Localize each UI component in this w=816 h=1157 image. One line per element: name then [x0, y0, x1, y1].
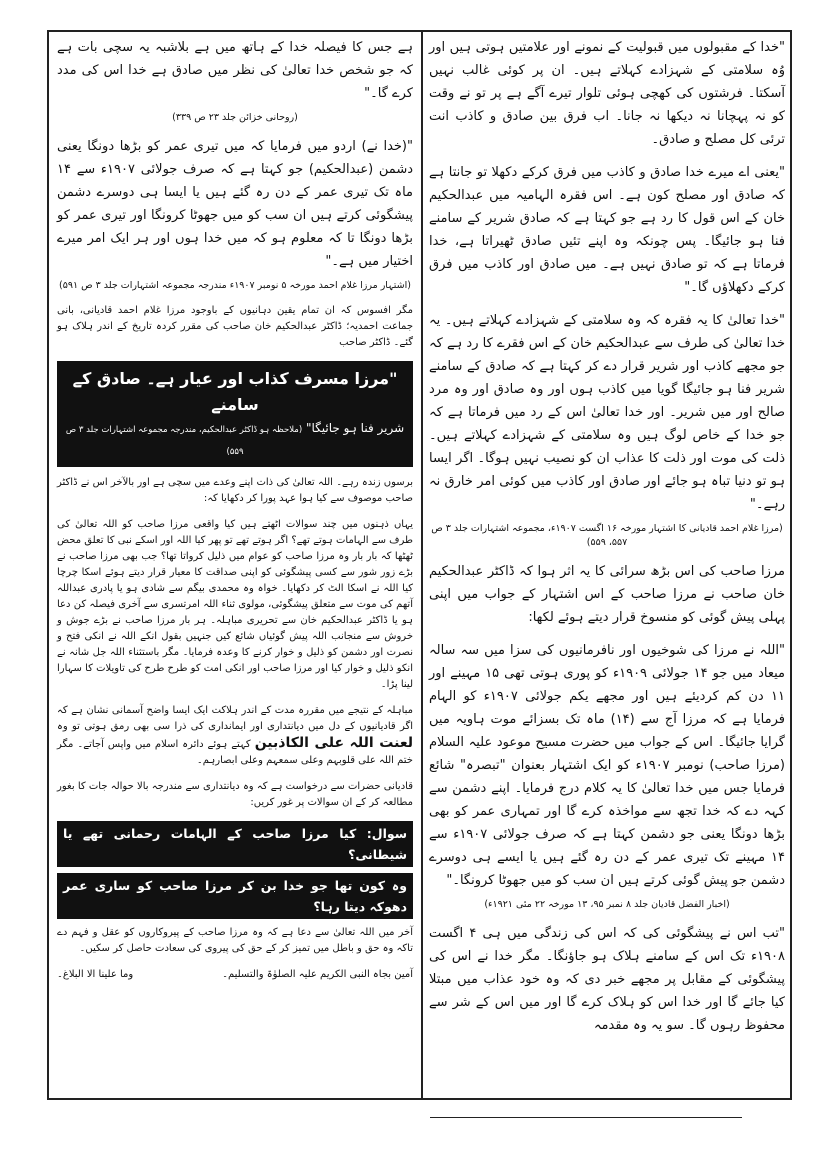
- paragraph-text: کہتے ہوئے دائرہ اسلام میں واپس آجاتے۔ مگر ختم اللہ علی قلوبہم وعلی سمعہم وعلی ابصارہم۔: [57, 739, 413, 766]
- paragraph: "خدا تعالیٰ کا یہ فقرہ کہ وہ سلامتی کے شہزادے کہلاتے ہیں۔ یہ خدا تعالیٰ کی طرف سے عبدالحکیم خان کے اس فقرے کا رد ہے کہ جو مجھے کاذب اور شریر قرار دے کر کہتا ہے کہ صادق کے سامنے شریر فنا ہو جائیگا گویا میں کاذب ہوں اور وہ صادق اور وہ مرد صالح اور میں شریر۔ اور خدا تعالیٰ اس کے رد میں فرماتا ہے کہ جو خدا کے خاص لوگ ہیں وہ سلامتی کے شہزادے کہلاتے ہیں۔ ذلت کی موت اور ذلت کا عذاب ان کو نصیب نہیں ہوگا۔ اگر ایسا ہو تو دنیا تباہ ہو جائے اور صادق اور کاذب میں کوئی امر خارق نہ رہے۔": [429, 313, 785, 512]
- question-box: وہ کون تھا جو خدا بن کر مرزا صاحب کو ساری عمر دھوکہ دیتا رہا؟: [57, 873, 413, 919]
- paragraph: برسوں زندہ رہے۔ اللہ تعالیٰ کی ذات اپنے وعدے میں سچی ہے اور بالآخر اس نے ڈاکٹر صاحب موصوف سے کیا ہوا عہد پورا کر دکھایا کہ:: [57, 477, 413, 504]
- citation: (اشتہار مرزا غلام احمد مورخہ ۵ نومبر ۱۹۰۷ء مندرجہ مجموعہ اشتہارات جلد ۳ ص ۵۹۱): [59, 280, 411, 291]
- column-divider: [421, 32, 423, 1098]
- paragraph: یہاں ذہنوں میں چند سوالات اٹھتے ہیں کیا واقعی مرزا صاحب کو اللہ تعالیٰ کی طرف سے الہامات ہوتے تھے؟ اگر ہوتے تھے تو پھر کیا اللہ اور اسکے نبی کا تعلق محض ٹھٹھا کہ بار بار وہ مرزا صاحب کو عوام میں ذلیل کرواتا تھا؟ جب بھی مرزا صاحب نے بڑے زور شور سے کسی پیشگوئی کو اپنی صداقت کا معیار قرار دیتے ہوئے اسکا چرچا کیا اللہ نے اسکا الٹ کر دکھایا۔ خواہ وہ محمدی بیگم سے شادی ہو یا پادری عبداللہ آتھم کی موت سے متعلق پیشگوئی، مولوی ثناء اللہ امرتسری سے آخری فیصلہ کن دعا ہو یا ڈاکٹر عبدالحکیم خان سے تحریری مباہلہ۔ ہر بار مرزا صاحب نے بڑے جوش و خروش سے منجانب اللہ پیش گوئیاں شائع کیں جنہیں بقول انکے اللہ نے انکی فتح و نصرت اور دشمن کو ذلیل و خوار کرنے کا وعدہ فرمایا۔ مگر باستثناء اللہ جل شانہ نے انکو ذلیل و خوار کیا اور مرزا صاحب اور انکی امت کو طرح طرح کی تاویلات کا سہارا لینا پڑا۔: [57, 519, 413, 690]
- citation: (اخبار الفضل قادیان جلد ۸ نمبر ۹۵، ۱۳ مورخہ ۲۲ مئی ۱۹۲۱ء): [484, 899, 730, 910]
- paragraph: مگر افسوس کہ ان تمام یقین دہانیوں کے باوجود مرزا غلام احمد قادیانی، بانی جماعت احمدیہ؛ ڈاکٹر عبدالحکیم خان صاحب کی مقرر کردہ تاریخ کے اندر ہلاک ہو گئے۔ ڈاکٹر صاحب: [57, 305, 413, 348]
- paragraph-text: مباہلہ کے نتیجے میں مقررہ مدت کے اندر ہلاکت ایک ایسا واضح آسمانی نشان ہے کہ اگر قادیانیوں کے دل میں دیانتداری اور ایمانداری کی ذرا سی بھی رمق ہوتی تو وہ: [57, 705, 413, 732]
- citation: (مرزا غلام احمد قادیانی کا اشتہار مورخہ ۱۶ اگست ۱۹۰۷ء، مجموعہ اشتہارات جلد ۳ ص ۵۵۷، ۵۵۹): [431, 523, 783, 548]
- paragraph: ہے جس کا فیصلہ خدا کے ہاتھ میں ہے بلاشبہ یہ سچی بات ہے کہ جو شخص خدا تعالیٰ کی نظر میں صادق ہے خدا اس کی مدد کرے گا۔": [57, 40, 413, 101]
- paragraph: "یعنی اے میرے خدا صادق و کاذب میں فرق کرکے دکھلا تو جانتا ہے کہ صادق اور مصلح کون ہے۔ اس فقرہ الہامیہ میں عبدالحکیم خان کے اس قول کا رد ہے جو کہتا ہے کہ صادق شریر کے سامنے فنا ہو جائیگا۔ پس چونکہ وہ اپنے تئیں صادق ٹھیراتا ہے، خدا فرماتا ہے کہ تو صادق نہیں ہے۔ میں صادق اور کاذب میں فرق کرکے دکھلاؤں گا۔": [429, 165, 785, 295]
- citation: (روحانی خزائن جلد ۲۳ ص ۳۳۹): [172, 112, 298, 123]
- paragraph: مرزا صاحب کی اس بڑھ سرائی کا یہ اثر ہوا کہ ڈاکٹر عبدالحکیم خان صاحب نے مرزا صاحب کے اس اشتہار کے جواب میں اپنی پہلی پیش گوئی کو منسوخ قرار دیتے ہوئے لکھا:: [429, 564, 785, 625]
- document-page: [47, 30, 792, 1100]
- footer-rule: [430, 1117, 742, 1118]
- banner-line: [61, 418, 409, 462]
- closing-prayer: آمین بجاہ النبی الکریم علیہ الصلوٰۃ والتسلیم۔: [222, 969, 413, 980]
- paragraph: "خدا کے مقبولوں میں قبولیت کے نمونے اور علامتیں ہوتی ہیں اور وُہ سلامتی کے شہزادے کہلاتے ہیں۔ ان پر کوئی غالب نہیں آسکتا۔ فرشتوں کی کھچی ہوئی تلوار تیرے آگے ہے پر تو نے وقت کو نہ پہچانا نہ دیکھا نہ جانا۔ اب فرق بین صادق و کاذب انت ترئی کل مصلح و صادق۔: [429, 40, 785, 147]
- banner-citation: (ملاحظہ ہو ڈاکٹر عبدالحکیم، مندرجہ مجموعہ اشتہارات جلد ۳ ص ۵۵۹): [65, 425, 303, 457]
- paragraph: "تب اس نے پیشگوئی کی کہ اس کی زندگی میں ہی ۴ اگست ۱۹۰۸ء تک اس کے سامنے ہلاک ہو جاؤنگا۔ مگر خدا نے اس کی پیشگوئی کے مقابل پر مجھے خبر دی کہ وہ خود عذاب میں مبتلا کیا جائے گا اور خدا اس کو ہلاک کرے گا اور میں اس کے شر سے محفوظ رہوں گا۔ سو یہ وہ مقدمہ: [429, 926, 785, 1033]
- question-box: سوال: کیا مرزا صاحب کے الہامات رحمانی تھے یا شیطانی؟: [57, 821, 413, 867]
- curse-phrase: لعنت اللہ علی الکاذبین: [254, 735, 414, 751]
- closing-line: [57, 967, 413, 983]
- paragraph: [57, 703, 413, 769]
- paragraph: آخر میں اللہ تعالیٰ سے دعا ہے کہ وہ مرزا صاحب کے پیروکاروں کو عقل و فہم دے تاکہ وہ حق و باطل میں تمیز کر کے حق کی پیروی کی سعادت حاصل کر سکیں۔: [57, 927, 413, 954]
- paragraph: قادیانی حضرات سے درخواست ہے کہ وہ دیانتداری سے مندرجہ بالا حوالہ جات کا بغور مطالعہ کر کے ان سوالات پر غور کریں:: [57, 781, 413, 808]
- paragraph: "اللہ نے مرزا کی شوخیوں اور نافرمانیوں کی سزا میں سہ سالہ میعاد میں جو ۱۴ جولائی ۱۹۰۹ء کو پوری ہوتی تھی ۱۵ مہینے اور ۱۱ دن کم کردیئے ہیں اور مجھے یکم جولائی ۱۹۰۷ء کو الہام فرمایا ہے کہ مرزا آج سے (۱۴) ماہ تک بسزائے موت ہاویہ میں گرایا جائیگا۔ اس کے جواب میں حضرت مسیح موعود علیہ السلام (مرزا صاحب) نومبر ۱۹۰۷ء کو ایک اشتہار بعنوان "تبصرہ" شائع فرمایا جس میں خدا تعالیٰ کا یہ کلام درج فرمایا۔ اپنے دشمن سے کہہ دے کہ خدا تجھ سے مواخذہ کرے گا اور تمہاری عمر کو بھی بڑھا دونگا یعنی جو دشمن کہتا ہے کہ صرف جولائی ۱۹۰۷ء سے ۱۴ مہینے تک تیری عمر کے دن رہ گئے ہیں یا ایسے ہی دوسرے دشمن جو پیش گوئی کرتے ہیں ان سب کو میں جھوٹا کرونگا۔": [429, 643, 785, 888]
- quote-banner: [57, 361, 413, 467]
- right-column: [429, 36, 785, 1047]
- banner-line: "مرزا مسرف کذاب اور عیار ہے۔ صادق کے سامنے: [72, 369, 398, 414]
- left-column: [57, 36, 413, 983]
- banner-line: شریر فنا ہو جائیگا": [305, 421, 405, 435]
- paragraph: "(خدا نے) اردو میں فرمایا کہ میں تیری عمر کو بڑھا دونگا یعنی دشمن (عبدالحکیم) جو کہتا ہے کہ صرف جولائی ۱۹۰۷ء سے ۱۴ ماہ تک تیری عمر کے دن رہ گئے ہیں یا ایسا ہی دوسرے دشمن پیشگوئی کرتے ہیں ان سب کو میں جھوٹا کرونگا اور تیری عمر کو بڑھا دونگا تا کہ معلوم ہو کہ میں خدا ہوں اور ہر ایک امر میرے اختیار میں ہے۔": [57, 139, 414, 269]
- closing-signoff: وما علینا الا البلاغ۔: [57, 969, 134, 980]
